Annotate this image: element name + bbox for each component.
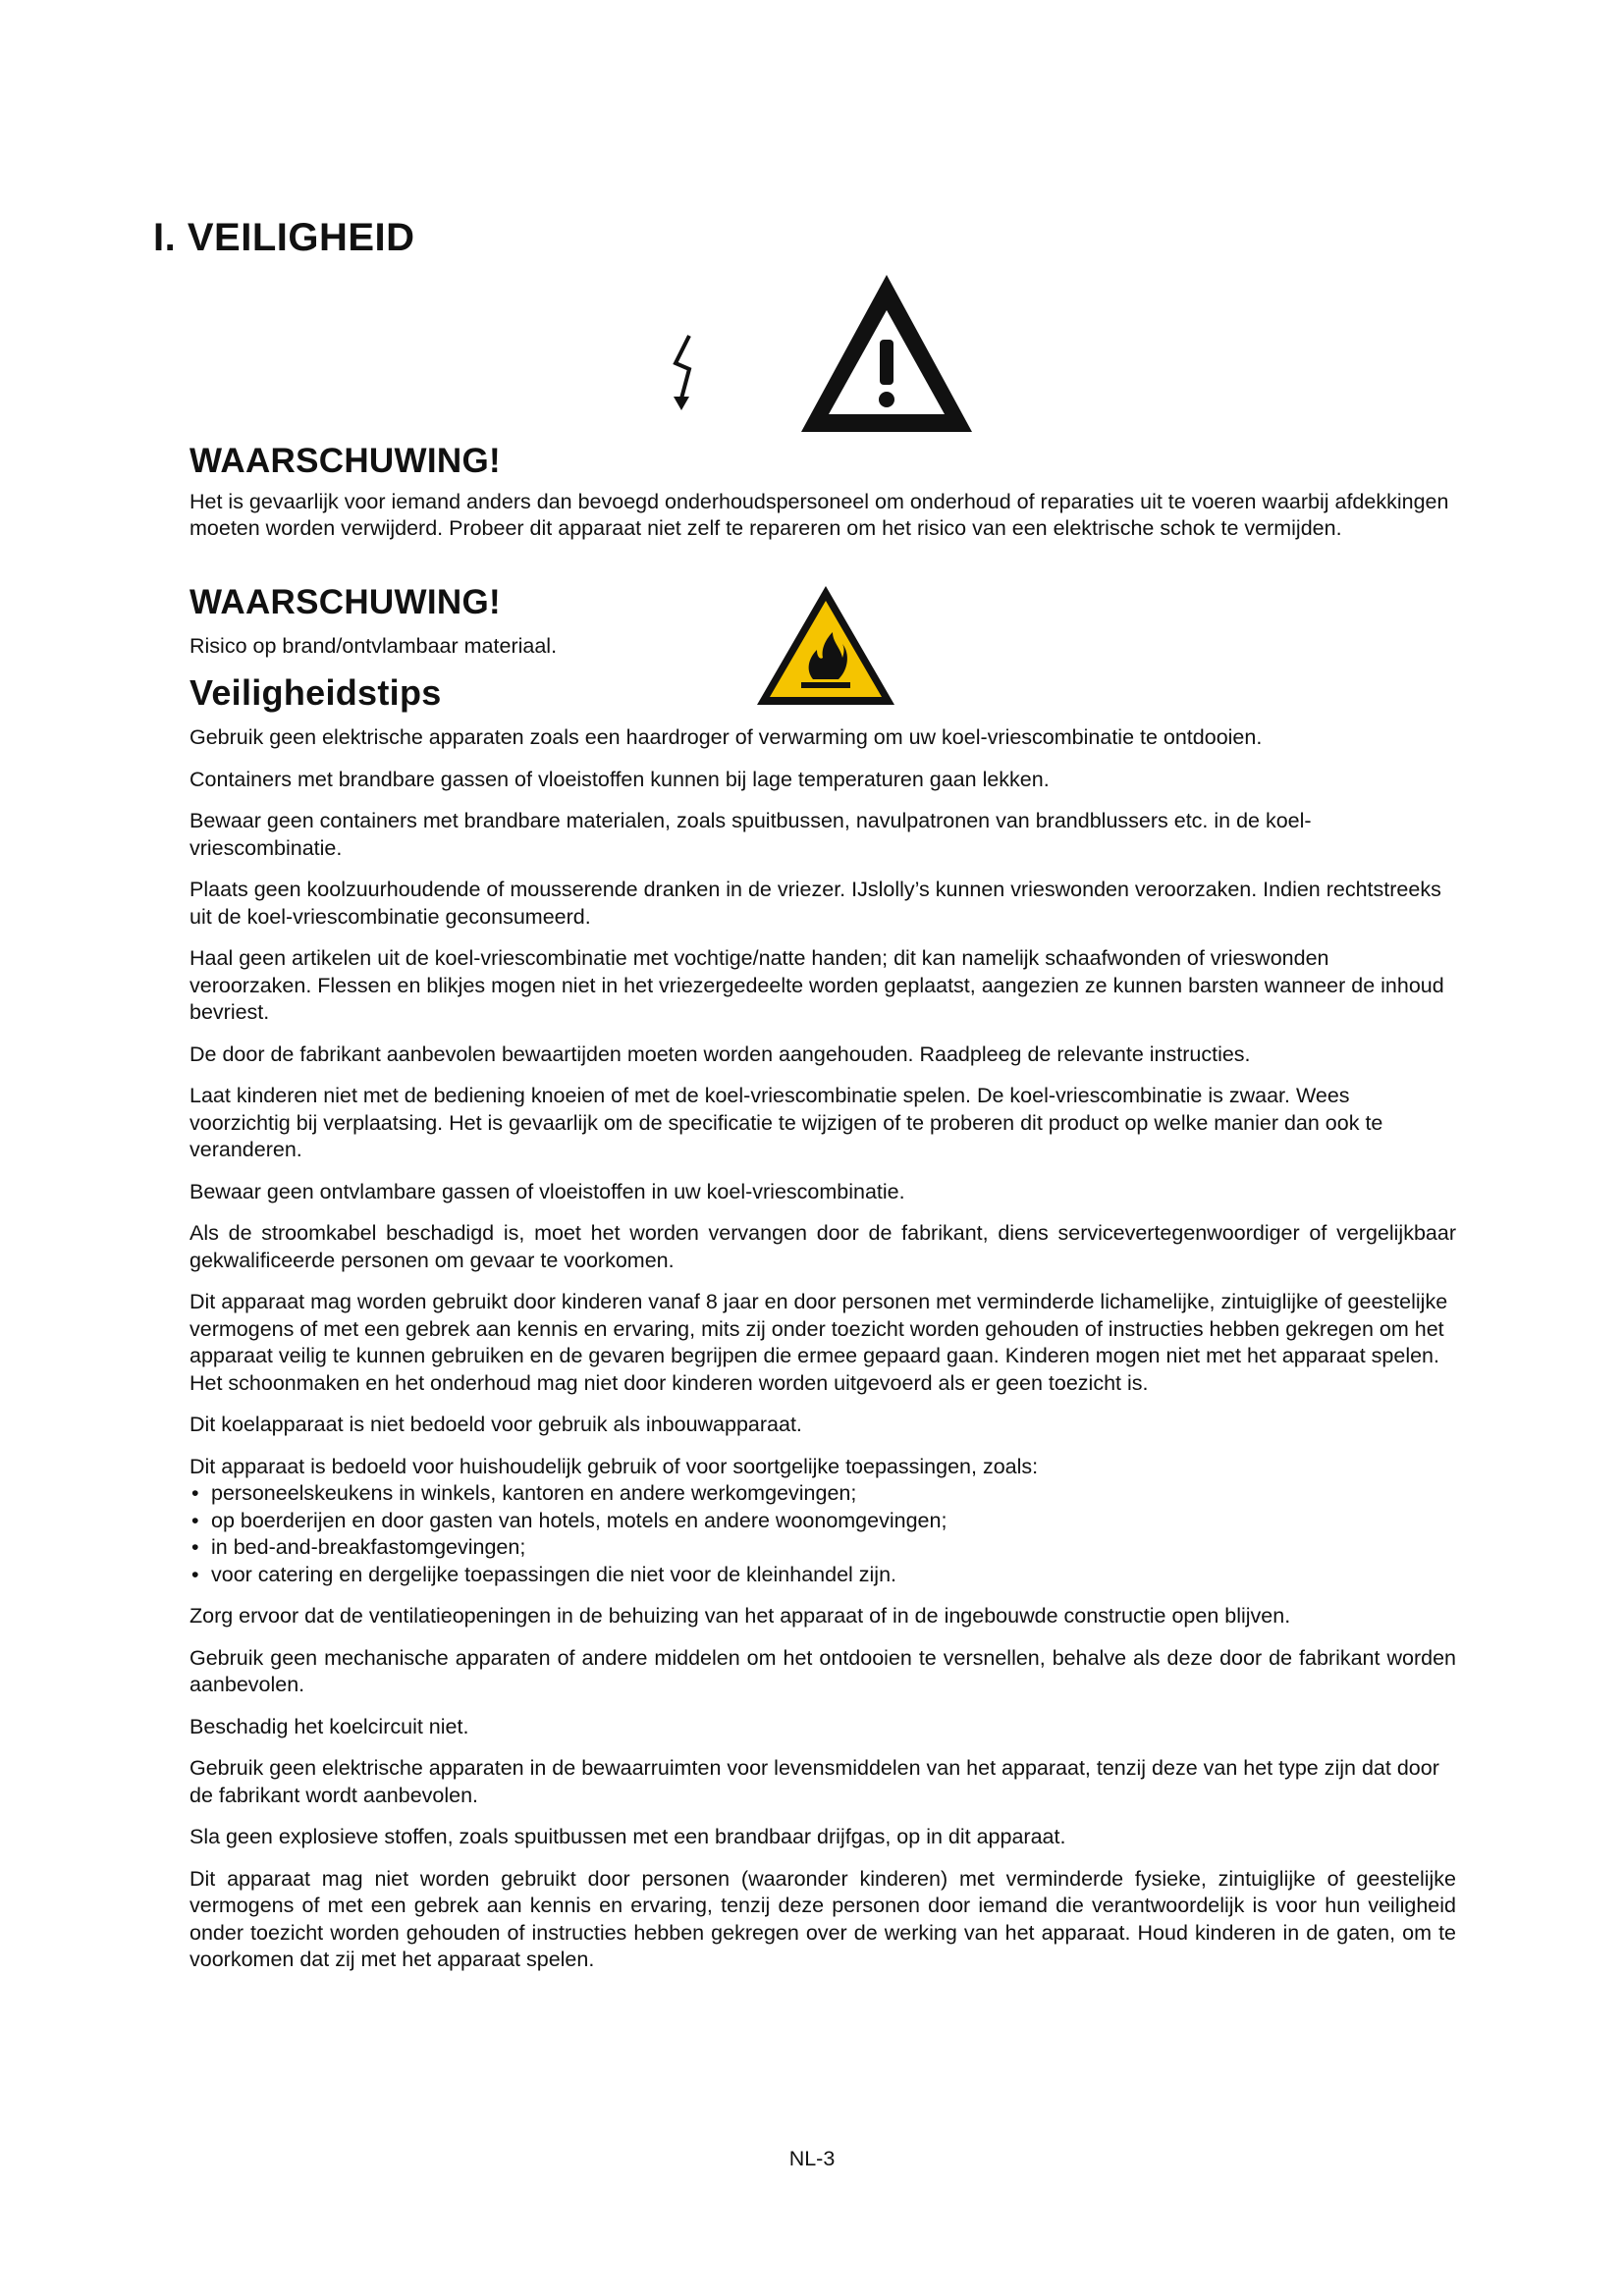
bullet-item: • voor catering en dergelijke toepassingen die niet voor de kleinhandel zijn. — [189, 1562, 1456, 1589]
warning-text-2: Risico op brand/ontvlambaar materiaal. — [189, 634, 558, 658]
tip-item: Zorg ervoor dat de ventilatieopeningen in de behuizing van het apparaat of in de ingebouwde constructie open blijven. — [189, 1604, 1291, 1628]
tip-item: Gebruik geen mechanische apparaten of andere middelen om het ontdooien te versnellen, behalve als deze door de fabrikant worden aanbevolen. — [189, 1645, 1456, 1696]
tips-heading: Veiligheidstips — [189, 672, 442, 713]
tip-item: Plaats geen koolzuurhoudende of mousserende dranken in de vriezer. IJslolly’s kunnen vrieswonden veroorzaken. Indien rechtstreeks uit de koel-vriescombinatie geconsumeerd. — [189, 878, 1441, 929]
warning-heading-1: WAARSCHUWING! — [189, 442, 501, 480]
tip-item: Dit koelapparaat is niet bedoeld voor gebruik als inbouwapparaat. — [189, 1413, 802, 1436]
tip-item: Als de stroomkabel beschadigd is, moet het worden vervangen door de fabrikant, diens servicevertegenwoordiger of vergelijkbaar gekwalificeerde personen om gevaar te voorkomen. — [189, 1221, 1456, 1272]
page-number: NL-3 — [788, 2147, 836, 2170]
tip-item: Containers met brandbare gassen of vloeistoffen kunnen bij lage temperaturen gaan lekken. — [189, 767, 1050, 791]
tip-item: Beschadig het koelcircuit niet. — [189, 1714, 469, 1738]
household-use-block — [189, 1454, 1456, 1589]
safety-tips-list — [189, 724, 1456, 1989]
household-intro: Dit apparaat is bedoeld voor huishoudelijk gebruik of voor soortgelijke toepassingen, zoals: — [189, 1454, 1039, 1478]
warning-heading-2: WAARSCHUWING! — [189, 583, 501, 621]
tip-item: Bewaar geen containers met brandbare materialen, zoals spuitbussen, navulpatronen van brandblussers etc. in de koel-vriescombinatie. — [189, 809, 1312, 860]
tip-item: Haal geen artikelen uit de koel-vriescombinatie met vochtige/natte handen; dit kan namelijk schaafwonden of vrieswonden veroorzaken. Flessen en blikjes mogen niet in het vriezergedeelte worden geplaatst, aangezien ze kunnen barsten wanneer de inhoud bevriest. — [189, 946, 1444, 1024]
lightning-bolt-icon — [664, 334, 705, 414]
flammable-warning-triangle-icon — [754, 583, 897, 709]
household-bullet-list — [189, 1480, 1456, 1588]
tip-item: Sla geen explosieve stoffen, zoals spuitbussen met een brandbaar drijfgas, op in dit apparaat. — [189, 1825, 1066, 1848]
tip-item: Bewaar geen ontvlambare gassen of vloeistoffen in uw koel-vriescombinatie. — [189, 1179, 905, 1203]
bullet-item: • op boerderijen en door gasten van hotels, motels en andere woonomgevingen; — [189, 1508, 1456, 1535]
tip-item: Dit apparaat mag worden gebruikt door kinderen vanaf 8 jaar en door personen met verminderde lichamelijke, zintuiglijke of geestelijke vermogens of met een gebrek aan kennis en ervaring, mits zij onder toezicht worden gehouden of instructies hebben gekregen om het apparaat veilig te kunnen gebruiken en de gevaren begrijpen die ermee gepaard gaan. Kinderen mogen niet met het apparaat spelen. Het schoonmaken en het onderhoud mag niet door kinderen worden uitgevoerd als er geen toezicht is. — [189, 1290, 1448, 1395]
tip-item: Dit apparaat mag niet worden gebruikt door personen (waaronder kinderen) met verminderde fysieke, zintuiglijke of geestelijke vermogens of met een gebrek aan kennis en ervaring, tenzij deze personen door iemand die verantwoordelijk is voor hun veiligheid onder toezicht worden gehouden of instructies hebben gekregen over de werking van het apparaat. Houd kinderen in de gaten, om te voorkomen dat zij met het apparaat spelen. — [189, 1866, 1456, 1971]
exclamation-warning-triangle-icon — [797, 271, 976, 438]
tip-item: Gebruik geen elektrische apparaten zoals een haardroger of verwarming om uw koel-vriescombinatie te ontdooien. — [189, 725, 1263, 749]
warning-text-1: Het is gevaarlijk voor iemand anders dan bevoegd onderhoudspersoneel om onderhoud of reparaties uit te voeren waarbij afdekkingen moeten worden verwijderd. Probeer dit apparaat niet zelf te repareren om het risico van een elektrische schok te vermijden. — [189, 490, 1449, 540]
page-title: I. VEILIGHEID — [153, 216, 415, 259]
tip-item: Gebruik geen elektrische apparaten in de bewaarruimten voor levensmiddelen van het apparaat, tenzij deze van het type zijn dat door de fabrikant wordt aanbevolen. — [189, 1756, 1439, 1807]
tip-item: Laat kinderen niet met de bediening knoeien of met de koel-vriescombinatie spelen. De koel-vriescombinatie is zwaar. Wees voorzichtig bij verplaatsing. Het is gevaarlijk om de specificatie te wijzigen of te proberen dit product op welke manier dan ook te veranderen. — [189, 1084, 1383, 1161]
bullet-item: • in bed-and-breakfastomgevingen; — [189, 1534, 1456, 1562]
tip-item: De door de fabrikant aanbevolen bewaartijden moeten worden aangehouden. Raadpleeg de relevante instructies. — [189, 1041, 1251, 1066]
bullet-item: • personeelskeukens in winkels, kantoren en andere werkomgevingen; — [189, 1480, 1456, 1508]
